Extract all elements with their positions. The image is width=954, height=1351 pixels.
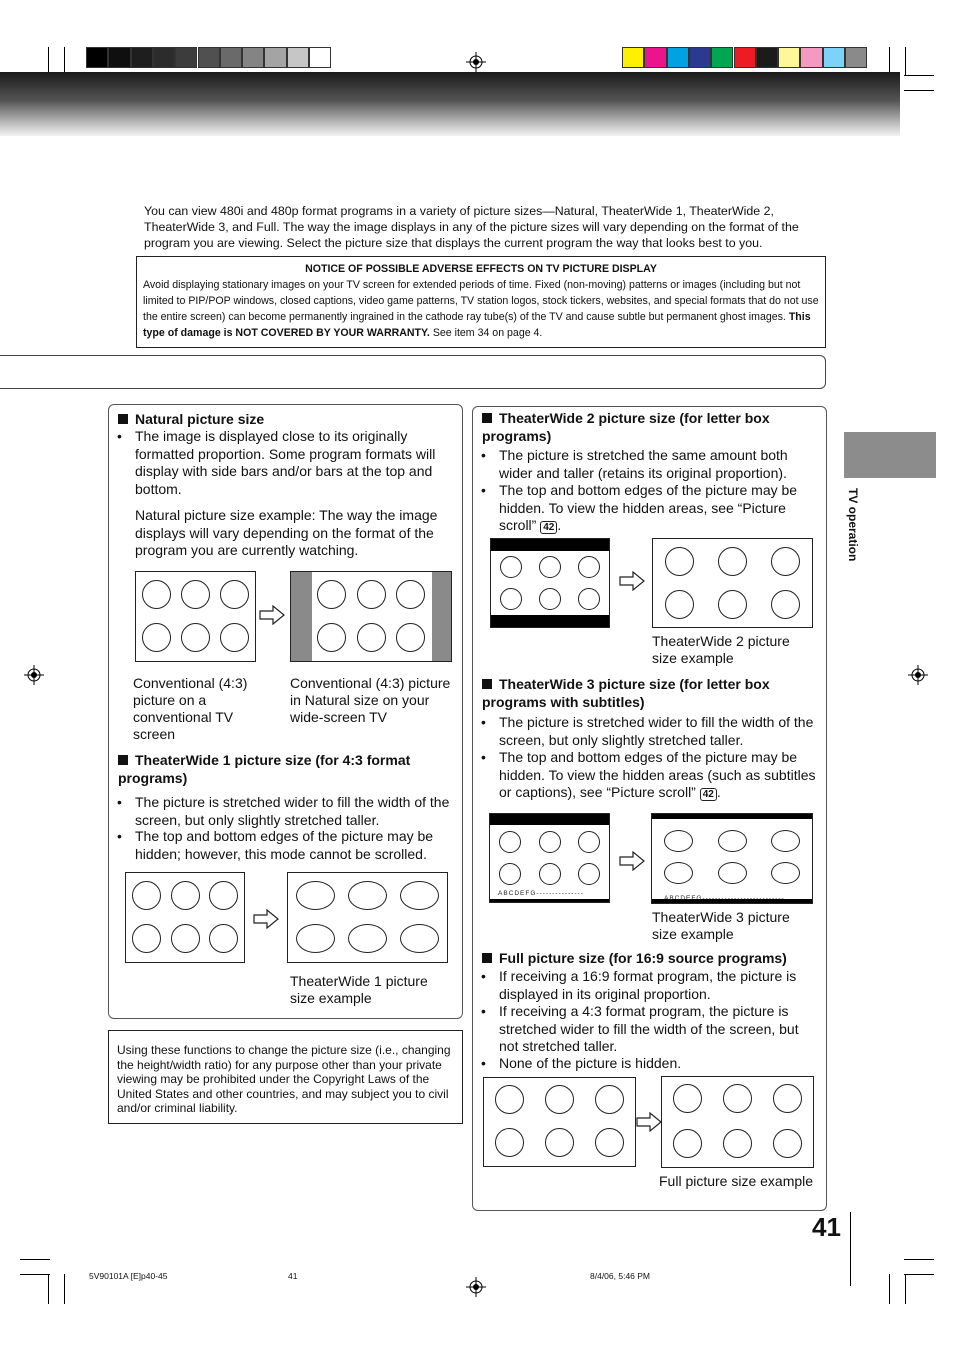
bullet-dot: • [481,968,486,984]
test-pattern-circle [539,831,561,853]
test-pattern-circle [132,924,161,953]
test-pattern-circle [578,588,600,610]
page-reference-icon: 42 [700,788,717,801]
natural-paragraph: Natural picture size example: The way the image displays will vary depending on the format of the program you are currently watching. [135,507,438,558]
natural-heading: Natural picture size [118,411,453,429]
tv-screen-tw3-source [489,813,610,903]
test-pattern-circle [181,580,210,609]
square-bullet-icon [118,414,128,424]
test-pattern-circle [500,556,522,578]
test-pattern-circle [499,831,521,853]
test-pattern-circle [539,556,561,578]
bullet-dot: • [481,749,486,765]
footer-center: 41 [288,1271,298,1281]
right-arrow-icon [619,571,645,591]
test-pattern-circle [396,580,425,609]
full-bullet-1: If receiving a 16:9 format program, the picture is displayed in its original proportion. [499,968,797,1002]
tv-screen-tw3-result [651,813,813,904]
bullet-dot: • [481,714,486,730]
full-bullet-2: If receiving a 4:3 format program, the picture is stretched wider to fill the width of the screen, but not stretched taller. [499,1003,799,1054]
bullet-dot: • [117,428,122,444]
test-pattern-circle [718,590,747,619]
test-pattern-circle [348,924,387,953]
tw2-caption: TheaterWide 2 picture size example [652,633,790,666]
color-swatch [108,47,130,68]
square-bullet-icon [118,755,128,765]
test-pattern-circle [771,862,800,884]
test-pattern-circle [539,863,561,885]
right-arrow-icon [636,1112,662,1132]
test-pattern-circle [348,881,387,910]
color-swatch [756,47,778,68]
test-pattern-circle [718,547,747,576]
crop-mark [905,1274,906,1304]
color-swatch [198,47,220,68]
square-bullet-icon [482,413,492,423]
test-pattern-circle [771,590,800,619]
test-pattern-circle [595,1085,624,1114]
tv-screen-full-source [483,1077,636,1167]
letterbox-bar-bottom [491,615,609,627]
natural-bullet-1: The image is displayed close to its originally formatted proportion. Some program formats will display with side bars and/or bars at the top and bottom. [135,428,436,497]
notice-tail: See item 34 on page 4. [432,327,543,339]
letterbox-bar-bottom [490,899,609,902]
color-swatch [131,47,153,68]
notice-warranty: This type of damage is NOT COVERED BY YOUR WARRANTY. [143,311,811,339]
test-pattern-circle [578,831,600,853]
right-arrow-icon [619,851,645,871]
page-reference-icon: 42 [540,521,557,534]
test-pattern-circle [209,924,238,953]
test-pattern-circle [718,830,747,852]
tv-screen-full-result [661,1076,814,1168]
test-pattern-circle [400,881,439,910]
bullet-dot: • [117,794,122,810]
crop-mark [889,1274,890,1304]
natural-caption-right: Conventional (4:3) picture in Natural size on your wide-screen TV [290,675,451,725]
test-pattern-circle [665,590,694,619]
test-pattern-circle [500,588,522,610]
test-pattern-circle [220,580,249,609]
tw1-bullet-2: The top and bottom edges of the picture may be hidden; however, this mode cannot be scrolled. [135,828,434,862]
test-pattern-circle [673,1084,702,1113]
full-bullet-3: None of the picture is hidden. [499,1055,682,1071]
page-number: 41 [812,1212,841,1242]
color-swatch [622,47,644,68]
test-pattern-circle [545,1085,574,1114]
test-pattern-circle [771,547,800,576]
crop-mark [48,1274,49,1304]
color-swatch [711,47,733,68]
color-swatch [86,47,108,68]
test-pattern-circle [771,830,800,852]
footer-left: 5V90101A [E]p40-45 [89,1271,168,1281]
square-bullet-icon [482,953,492,963]
crop-mark [20,1259,50,1260]
bullet-dot: • [481,482,486,498]
letterbox-bar-top [490,814,609,825]
footer-right: 8/4/06, 5:46 PM [590,1271,651,1281]
crop-mark [48,47,49,75]
right-arrow-icon [259,605,285,625]
color-swatch [823,47,845,68]
color-swatch [667,47,689,68]
crop-mark [20,1274,50,1275]
bullet-dot: • [481,1055,486,1071]
crop-mark [904,1259,934,1260]
registration-mark-icon [24,665,44,685]
subtitle-text: ABCDEFG-------------------------- [664,895,785,902]
bullet-dot: • [481,447,486,463]
crop-mark [64,1274,65,1304]
tw3-bullet-1: The picture is stretched wider to fill the width of the screen, but only slightly stretched taller. [499,714,814,748]
test-pattern-circle [171,881,200,910]
color-swatch [734,47,756,68]
tv-screen-conventional [135,571,256,662]
test-pattern-circle [499,863,521,885]
side-label: TV operation [846,488,860,562]
header-band [0,72,900,136]
test-pattern-circle [664,862,693,884]
tv-screen-tw1-source [125,872,245,963]
registration-mark-icon [908,665,928,685]
crop-mark [904,1274,934,1275]
color-swatch [287,47,309,68]
test-pattern-circle [718,862,747,884]
notice-title: NOTICE OF POSSIBLE ADVERSE EFFECTS ON TV PICTURE DISPLAY [305,263,657,275]
crop-mark [64,47,65,75]
tw1-caption: TheaterWide 1 picture size example [290,973,428,1006]
bullet-dot: • [117,828,122,844]
test-pattern-circle [400,924,439,953]
tv-screen-tw2-result [652,538,813,628]
registration-mark-icon [466,1277,486,1297]
test-pattern-circle [539,588,561,610]
tw2-bullet-2: The top and bottom edges of the picture may be hidden. To view the hidden areas, see “Picture scroll” 42 . [499,482,798,533]
test-pattern-circle [317,623,346,652]
color-swatch [644,47,666,68]
color-swatch [845,47,867,68]
full-heading: Full picture size (for 16:9 source programs) [482,950,817,968]
color-swatch [689,47,711,68]
test-pattern-circle [220,623,249,652]
side-tab [844,432,936,478]
tw2-bullet-1: The picture is stretched the same amount both wider and taller (retains its original proportion). [499,447,788,481]
test-pattern-circle [132,881,161,910]
test-pattern-circle [578,863,600,885]
crop-mark [904,75,934,76]
test-pattern-circle [723,1084,752,1113]
intro-paragraph: You can view 480i and 480p format programs in a variety of picture sizes—Natural, TheaterWide 1, TheaterWide 2, TheaterWide 3, and Full. The way the image displays in any of the picture sizes will vary depending on the format of the program you are viewing. Select the picture size that displays the current program the way that looks best to you. [144,204,799,250]
color-swatch [264,47,286,68]
color-swatch [778,47,800,68]
side-bar-left [291,572,312,661]
full-caption: Full picture size example [659,1173,814,1189]
tw2-heading: TheaterWide 2 picture size (for letter box programs) [482,410,770,444]
tw3-caption: TheaterWide 3 picture size example [652,909,790,942]
section-title-bar [0,355,826,389]
test-pattern-circle [296,924,335,953]
test-pattern-circle [495,1085,524,1114]
letterbox-bar-top [491,539,609,551]
test-pattern-circle [595,1128,624,1157]
test-pattern-circle [545,1128,574,1157]
subtitle-text: ABCDEFG--------------- [498,890,584,897]
color-swatch [800,47,822,68]
page-number-divider [850,1212,851,1286]
test-pattern-circle [317,580,346,609]
test-pattern-circle [209,881,238,910]
tv-screen-tw2-source [490,538,610,628]
registration-mark-icon [466,52,486,72]
tw3-heading: TheaterWide 3 picture size (for letter box programs with subtitles) [482,676,770,710]
test-pattern-circle [296,881,335,910]
color-swatch [153,47,175,68]
right-arrow-icon [253,909,279,929]
crop-mark [905,47,906,75]
notice-body: Avoid displaying stationary images on your TV screen for extended periods of time. Fixed (non-moving) patterns or images (including but not limited to PIP/POP windows, closed captions, video game patterns, TV station logos, stock tickers, websites, and special formats that do not use the entire screen) can become permanently ingrained in the cathode ray tube(s) of the TV and cause subtle but permanent ghost images. [143,279,819,323]
color-swatch [309,47,331,68]
crop-mark [889,47,890,75]
tw1-heading: TheaterWide 1 picture size (for 4:3 format programs) [118,752,411,786]
bullet-dot: • [481,1003,486,1019]
test-pattern-circle [396,623,425,652]
test-pattern-circle [723,1129,752,1158]
crop-mark [904,90,934,91]
side-bar-right [432,572,451,661]
test-pattern-circle [773,1084,802,1113]
test-pattern-circle [171,924,200,953]
test-pattern-circle [773,1129,802,1158]
test-pattern-circle [142,623,171,652]
color-swatch [175,47,197,68]
color-swatch [242,47,264,68]
letterbox-bar-top [652,814,812,819]
test-pattern-circle [578,556,600,578]
test-pattern-circle [181,623,210,652]
test-pattern-circle [664,830,693,852]
test-pattern-circle [495,1128,524,1157]
natural-caption-left: Conventional (4:3) picture on a conventional TV screen [133,675,248,742]
notice-box [136,256,826,348]
test-pattern-circle [142,580,171,609]
color-swatch [220,47,242,68]
test-pattern-circle [357,623,386,652]
copyright-warning: Using these functions to change the picture size (i.e., changing the height/width ratio) for any purpose other than your private viewing may be prohibited under the Copyright Laws of the United States and other countries, and may subject you to civil and/or criminal liability. [108,1030,463,1124]
tv-screen-natural-widescreen [290,571,452,662]
square-bullet-icon [482,679,492,689]
tw3-bullet-2: The top and bottom edges of the picture may be hidden. To view the hidden areas (such as subtitles or captions), see “Picture scroll” 42 . [499,749,816,800]
test-pattern-circle [357,580,386,609]
tw1-bullet-1: The picture is stretched wider to fill the width of the screen, but only slightly stretched taller. [135,794,450,828]
test-pattern-circle [673,1129,702,1158]
tv-screen-tw1-result [287,872,448,963]
test-pattern-circle [665,547,694,576]
